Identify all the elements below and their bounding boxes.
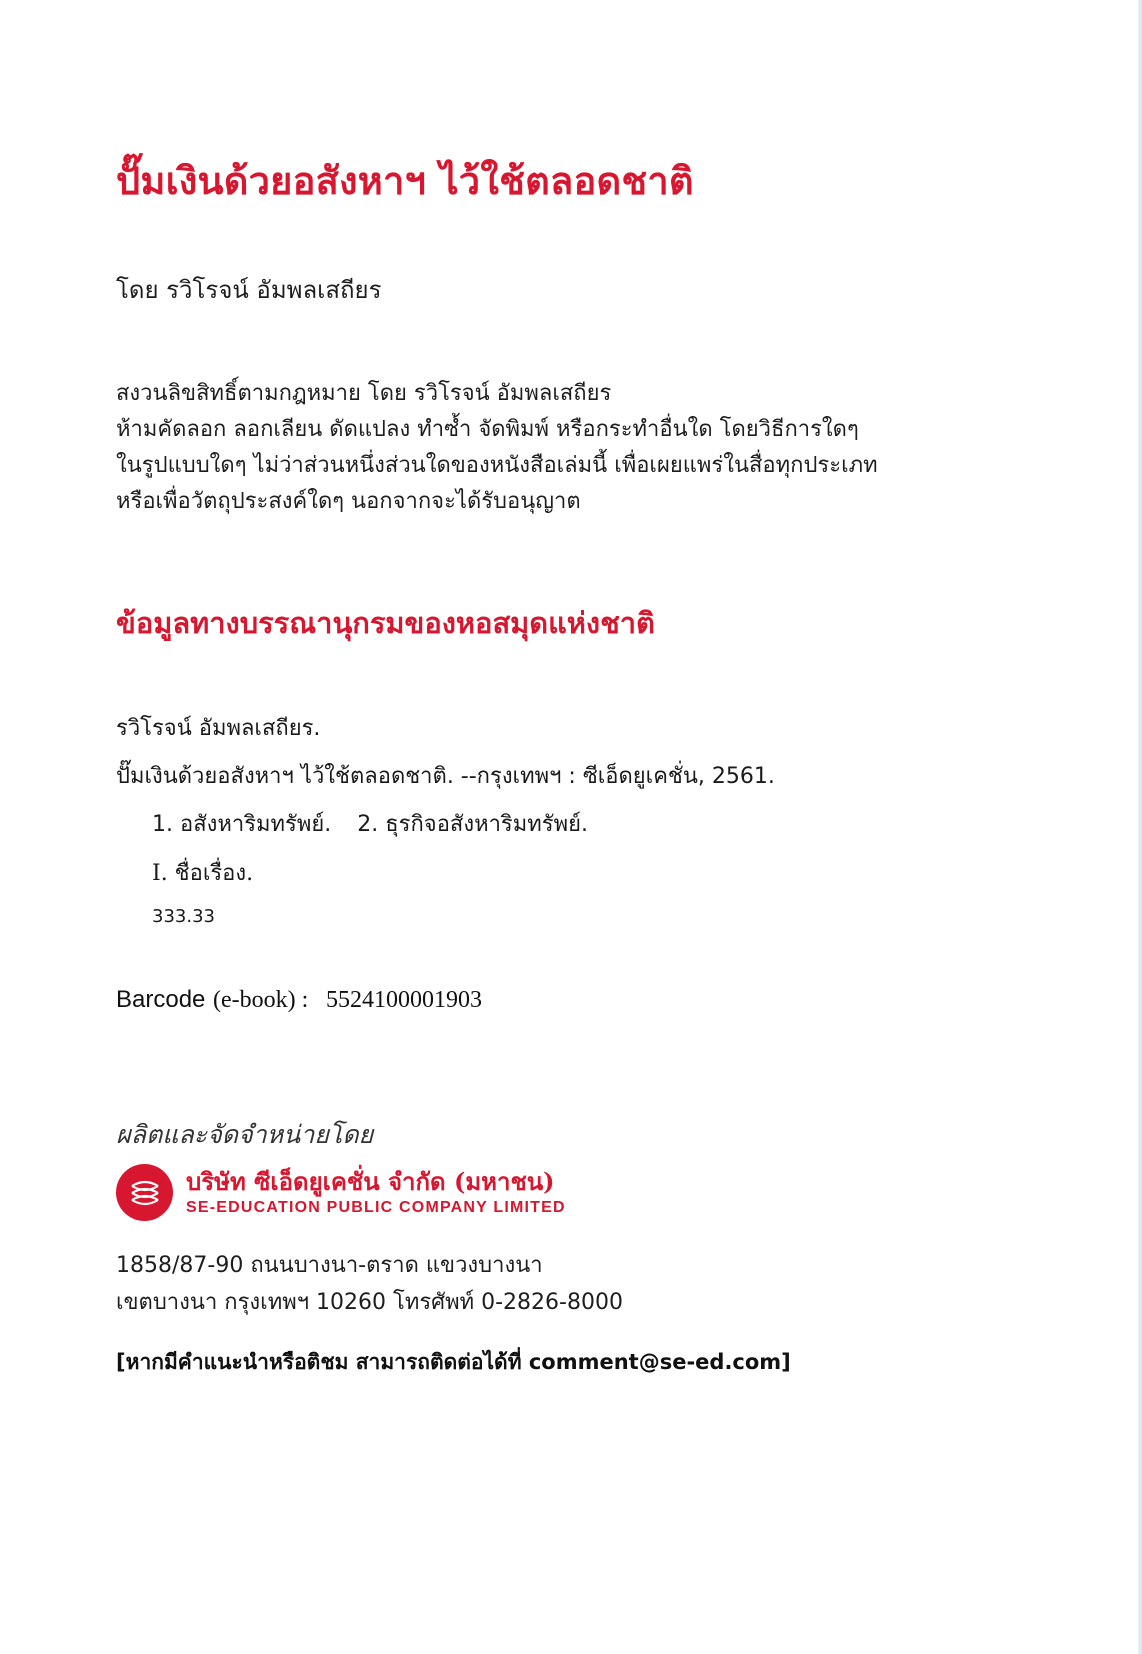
address-line: 1858/87-90 ถนนบางนา-ตราด แขวงบางนา — [116, 1253, 543, 1278]
barcode-line — [116, 985, 482, 1014]
publisher-address — [116, 1247, 623, 1321]
cip-title-line: ปั๊มเงินด้วยอสังหาฯ ไว้ใช้ตลอดชาติ. --กรุงเทพฯ : ซีเอ็ดยูเคชั่น, 2561. — [116, 764, 775, 789]
cip-subject-item: 1. อสังหาริมทรัพย์. — [152, 812, 332, 837]
publisher-name-en: SE-EDUCATION PUBLIC COMPANY LIMITED — [186, 1199, 566, 1216]
book-title: ปั๊มเงินด้วยอสังหาฯ ไว้ใช้ตลอดชาติ — [116, 159, 694, 203]
copyright-line: สงวนลิขสิทธิ์ตามกฎหมาย โดย รวิโรจน์ อัมพลเสถียร — [116, 381, 612, 406]
cip-heading: ข้อมูลทางบรรณานุกรมของหอสมุดแห่งชาติ — [116, 606, 655, 640]
author-line: โดย รวิโรจน์ อัมพลเสถียร — [116, 276, 382, 304]
feedback-note: [หากมีคำแนะนำหรือติชม สามารถติดต่อได้ที่ comment@se-ed.com] — [116, 1350, 791, 1374]
cip-series: I. ชื่อเรื่อง. — [152, 861, 254, 886]
cip-subject-item: 2. ธุรกิจอสังหาริมทรัพย์. — [357, 812, 588, 837]
copyright-line: ในรูปแบบใดๆ ไม่ว่าส่วนหนึ่งส่วนใดของหนังสือเล่มนี้ เพื่อเผยแพร่ในสื่อทุกประเภท — [116, 453, 878, 478]
address-line: เขตบางนา กรุงเทพฯ 10260 โทรศัพท์ 0-2826-8000 — [116, 1290, 623, 1315]
page-edge — [1138, 0, 1142, 1654]
copyright-line: หรือเพื่อวัตถุประสงค์ใดๆ นอกจากจะได้รับอนุญาต — [116, 489, 581, 514]
copyright-notice — [116, 376, 878, 520]
cip-classification: 333.33 — [152, 906, 215, 927]
publisher-logo-mark-icon — [128, 1176, 162, 1210]
cip-subjects — [152, 806, 588, 841]
barcode-number: 5524100001903 — [325, 987, 482, 1013]
publisher-logo-icon — [116, 1164, 173, 1221]
publisher-name-th: บริษัท ซีเอ็ดยูเคชั่น จำกัด (มหาชน) — [186, 1167, 555, 1196]
copyright-line: ห้ามคัดลอก ลอกเลียน ดัดแปลง ทำซ้ำ จัดพิมพ์ หรือกระทำอื่นใด โดยวิธีการใดๆ — [116, 417, 859, 442]
cip-author: รวิโรจน์ อัมพลเสถียร. — [116, 716, 321, 741]
produced-by-label: ผลิตและจัดจำหน่ายโดย — [116, 1120, 374, 1149]
barcode-label-format: (e-book) : — [213, 987, 309, 1013]
barcode-label: Barcode — [116, 986, 206, 1013]
